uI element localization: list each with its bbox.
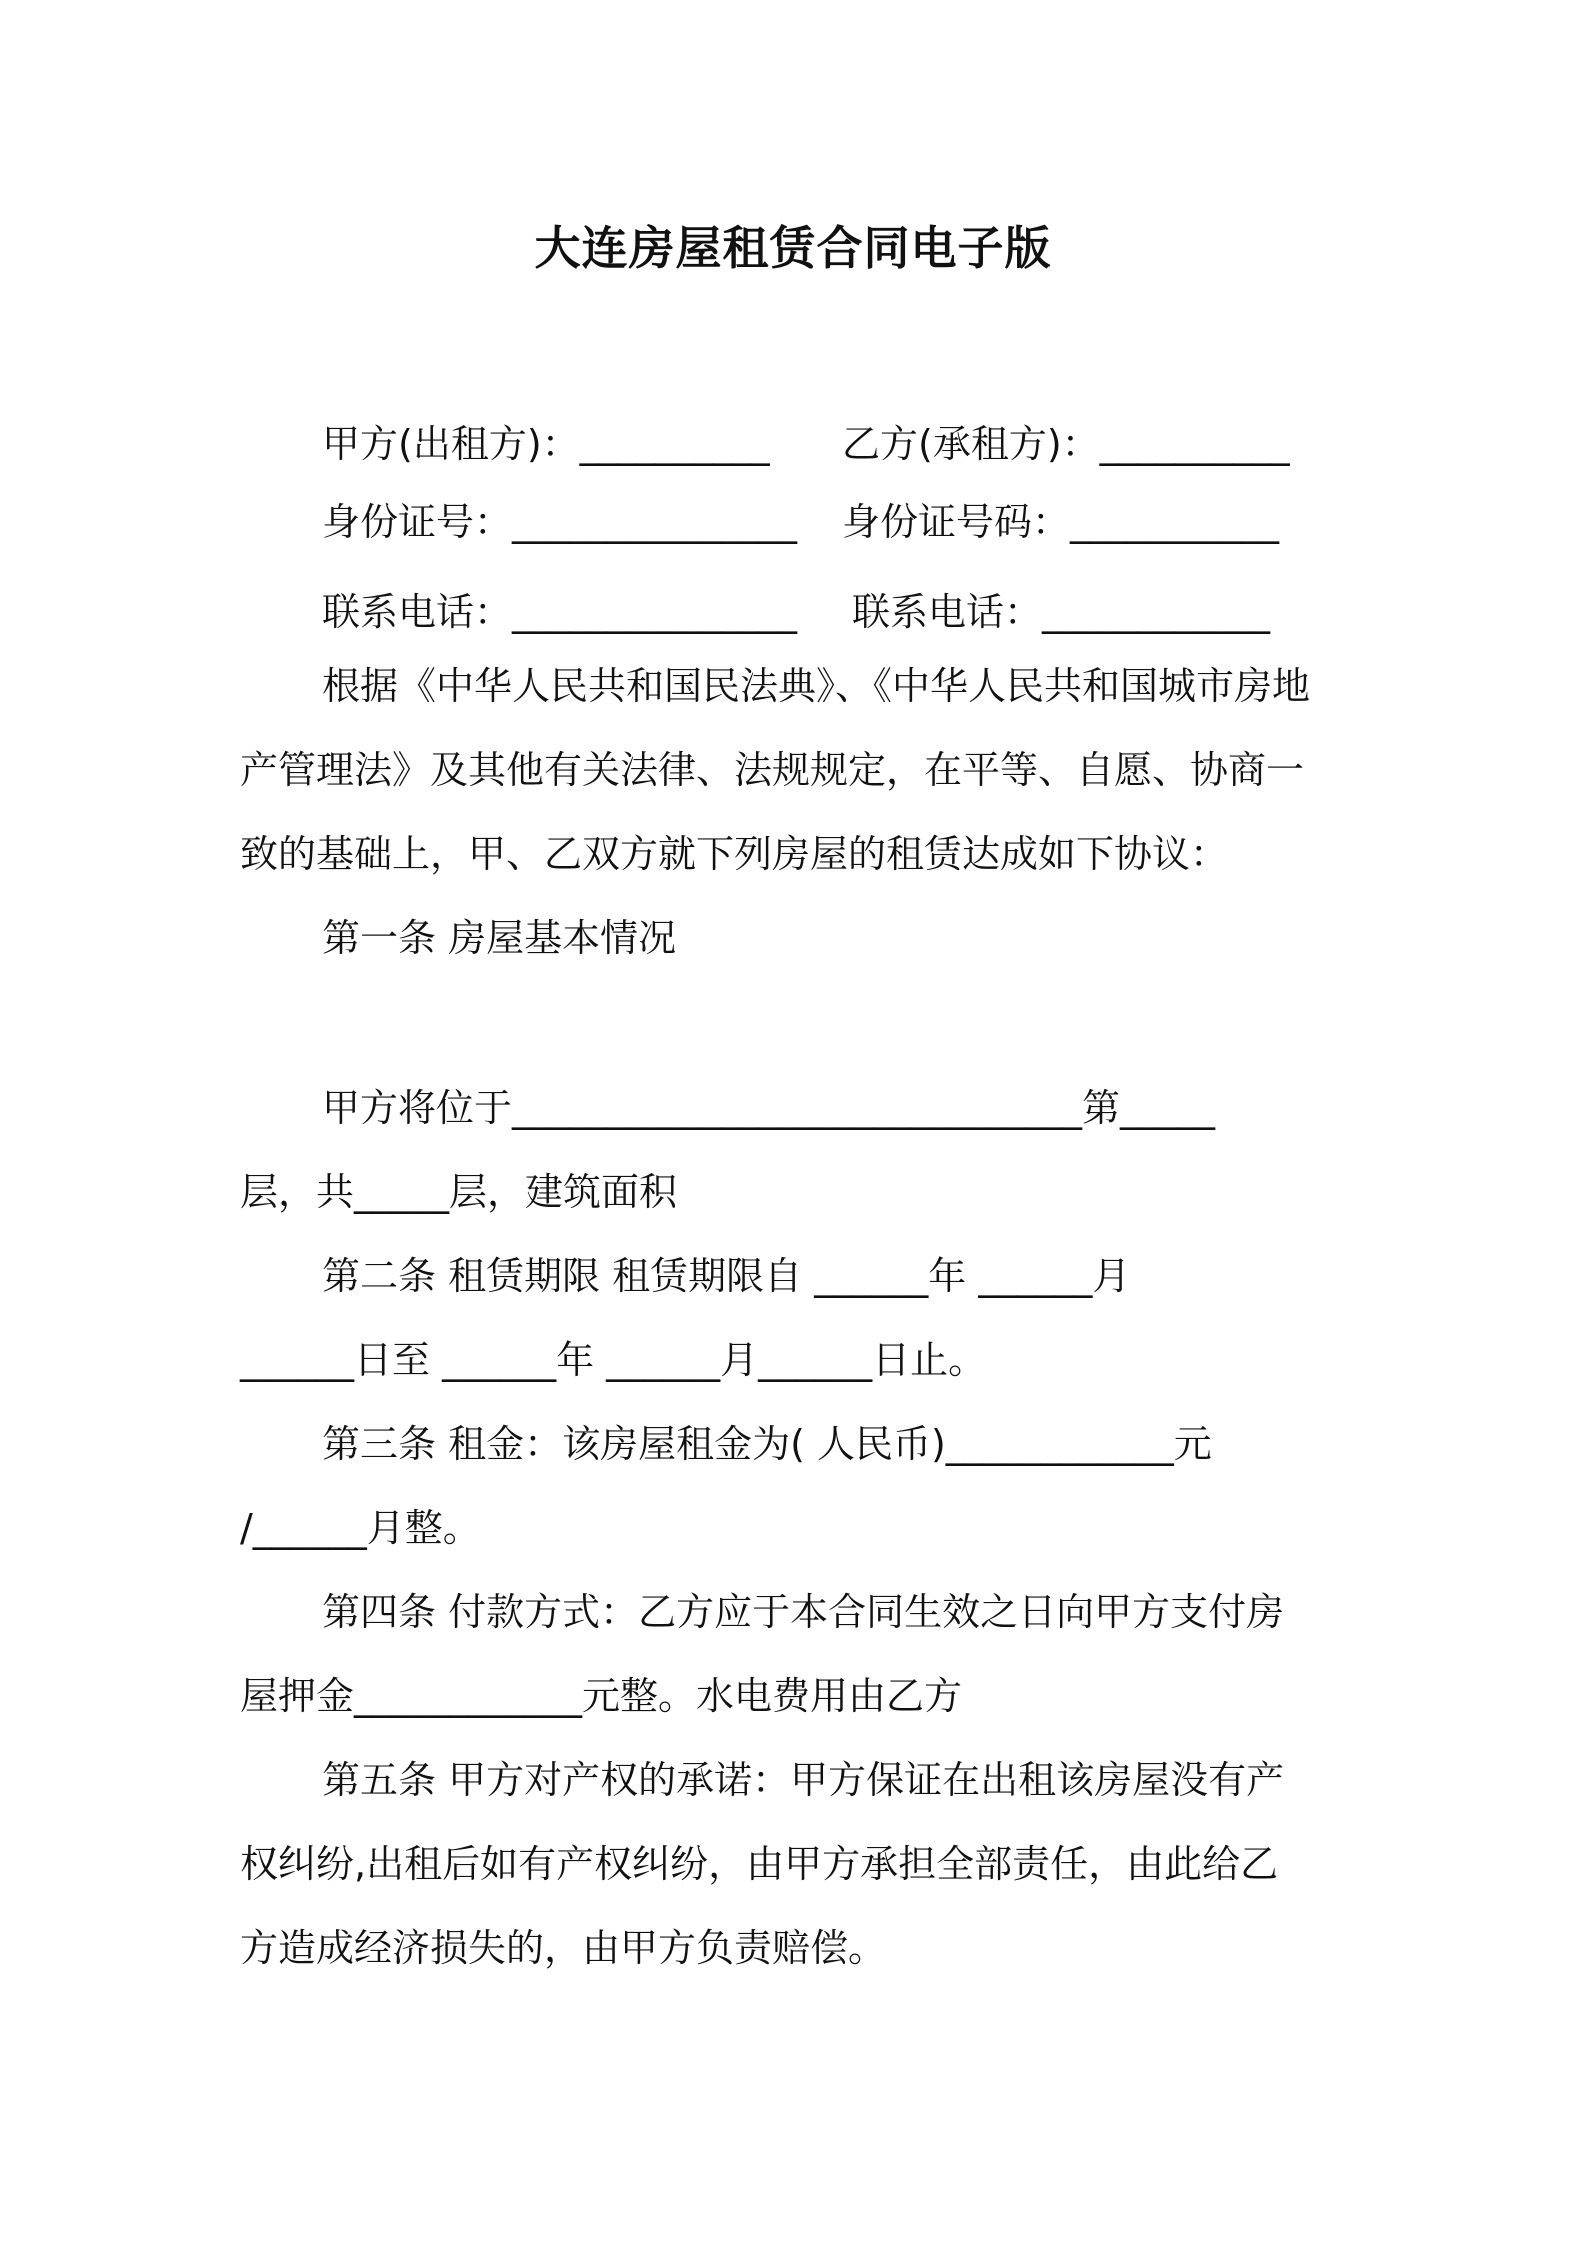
- id-a-field: 身份证号：_______________: [322, 500, 798, 544]
- party-a-field: 甲方(出租方)：__________: [322, 422, 770, 466]
- article3-line-2: /______月整。: [240, 1506, 481, 1550]
- phone-b-field: 联系电话：____________: [852, 590, 1271, 634]
- article5-line-3: 方造成经济损失的，由甲方负责赔偿。: [240, 1926, 887, 1970]
- article2-line-2: ______日至 ______年 ______月______日止。: [240, 1338, 987, 1382]
- id-line: [240, 496, 1432, 548]
- article2-line-1: 第二条 租赁期限 租赁期限自 ______年 ______月: [322, 1254, 1131, 1298]
- article4-line-2: 屋押金____________元整。水电费用由乙方: [240, 1674, 963, 1718]
- article5-line-2: 权纠纷,出租后如有产权纠纷，由甲方承担全部责任，由此给乙: [240, 1842, 1279, 1886]
- preamble-line-2: 产管理法》及其他有关法律、法规规定，在平等、自愿、协商一: [240, 748, 1305, 792]
- party-b-field: 乙方(承租方)：__________: [842, 422, 1290, 466]
- preamble-line-1: 根据《中华人民共和国民法典》、《中华人民共和国城市房地: [322, 664, 1311, 708]
- phone-line: [240, 586, 1432, 638]
- id-b-field: 身份证号码：___________: [842, 500, 1280, 544]
- article3-line-1: 第三条 租金：该房屋租金为( 人民币)____________元: [322, 1422, 1212, 1466]
- article1-heading: 第一条 房屋基本情况: [322, 916, 677, 960]
- article1-line-1: 甲方将位于______________________________第_____: [322, 1086, 1216, 1130]
- party-line: [240, 418, 1432, 470]
- phone-a-field: 联系电话：_______________: [322, 590, 798, 634]
- document-title: 大连房屋租赁合同电子版: [534, 221, 1052, 275]
- article5-line-1: 第五条 甲方对产权的承诺：甲方保证在出租该房屋没有产: [322, 1758, 1285, 1802]
- article4-line-1: 第四条 付款方式：乙方应于本合同生效之日向甲方支付房: [322, 1590, 1285, 1634]
- preamble-line-3: 致的基础上，甲、乙双方就下列房屋的租赁达成如下协议：: [240, 832, 1229, 876]
- article1-line-2: 层，共_____层，建筑面积: [240, 1170, 678, 1214]
